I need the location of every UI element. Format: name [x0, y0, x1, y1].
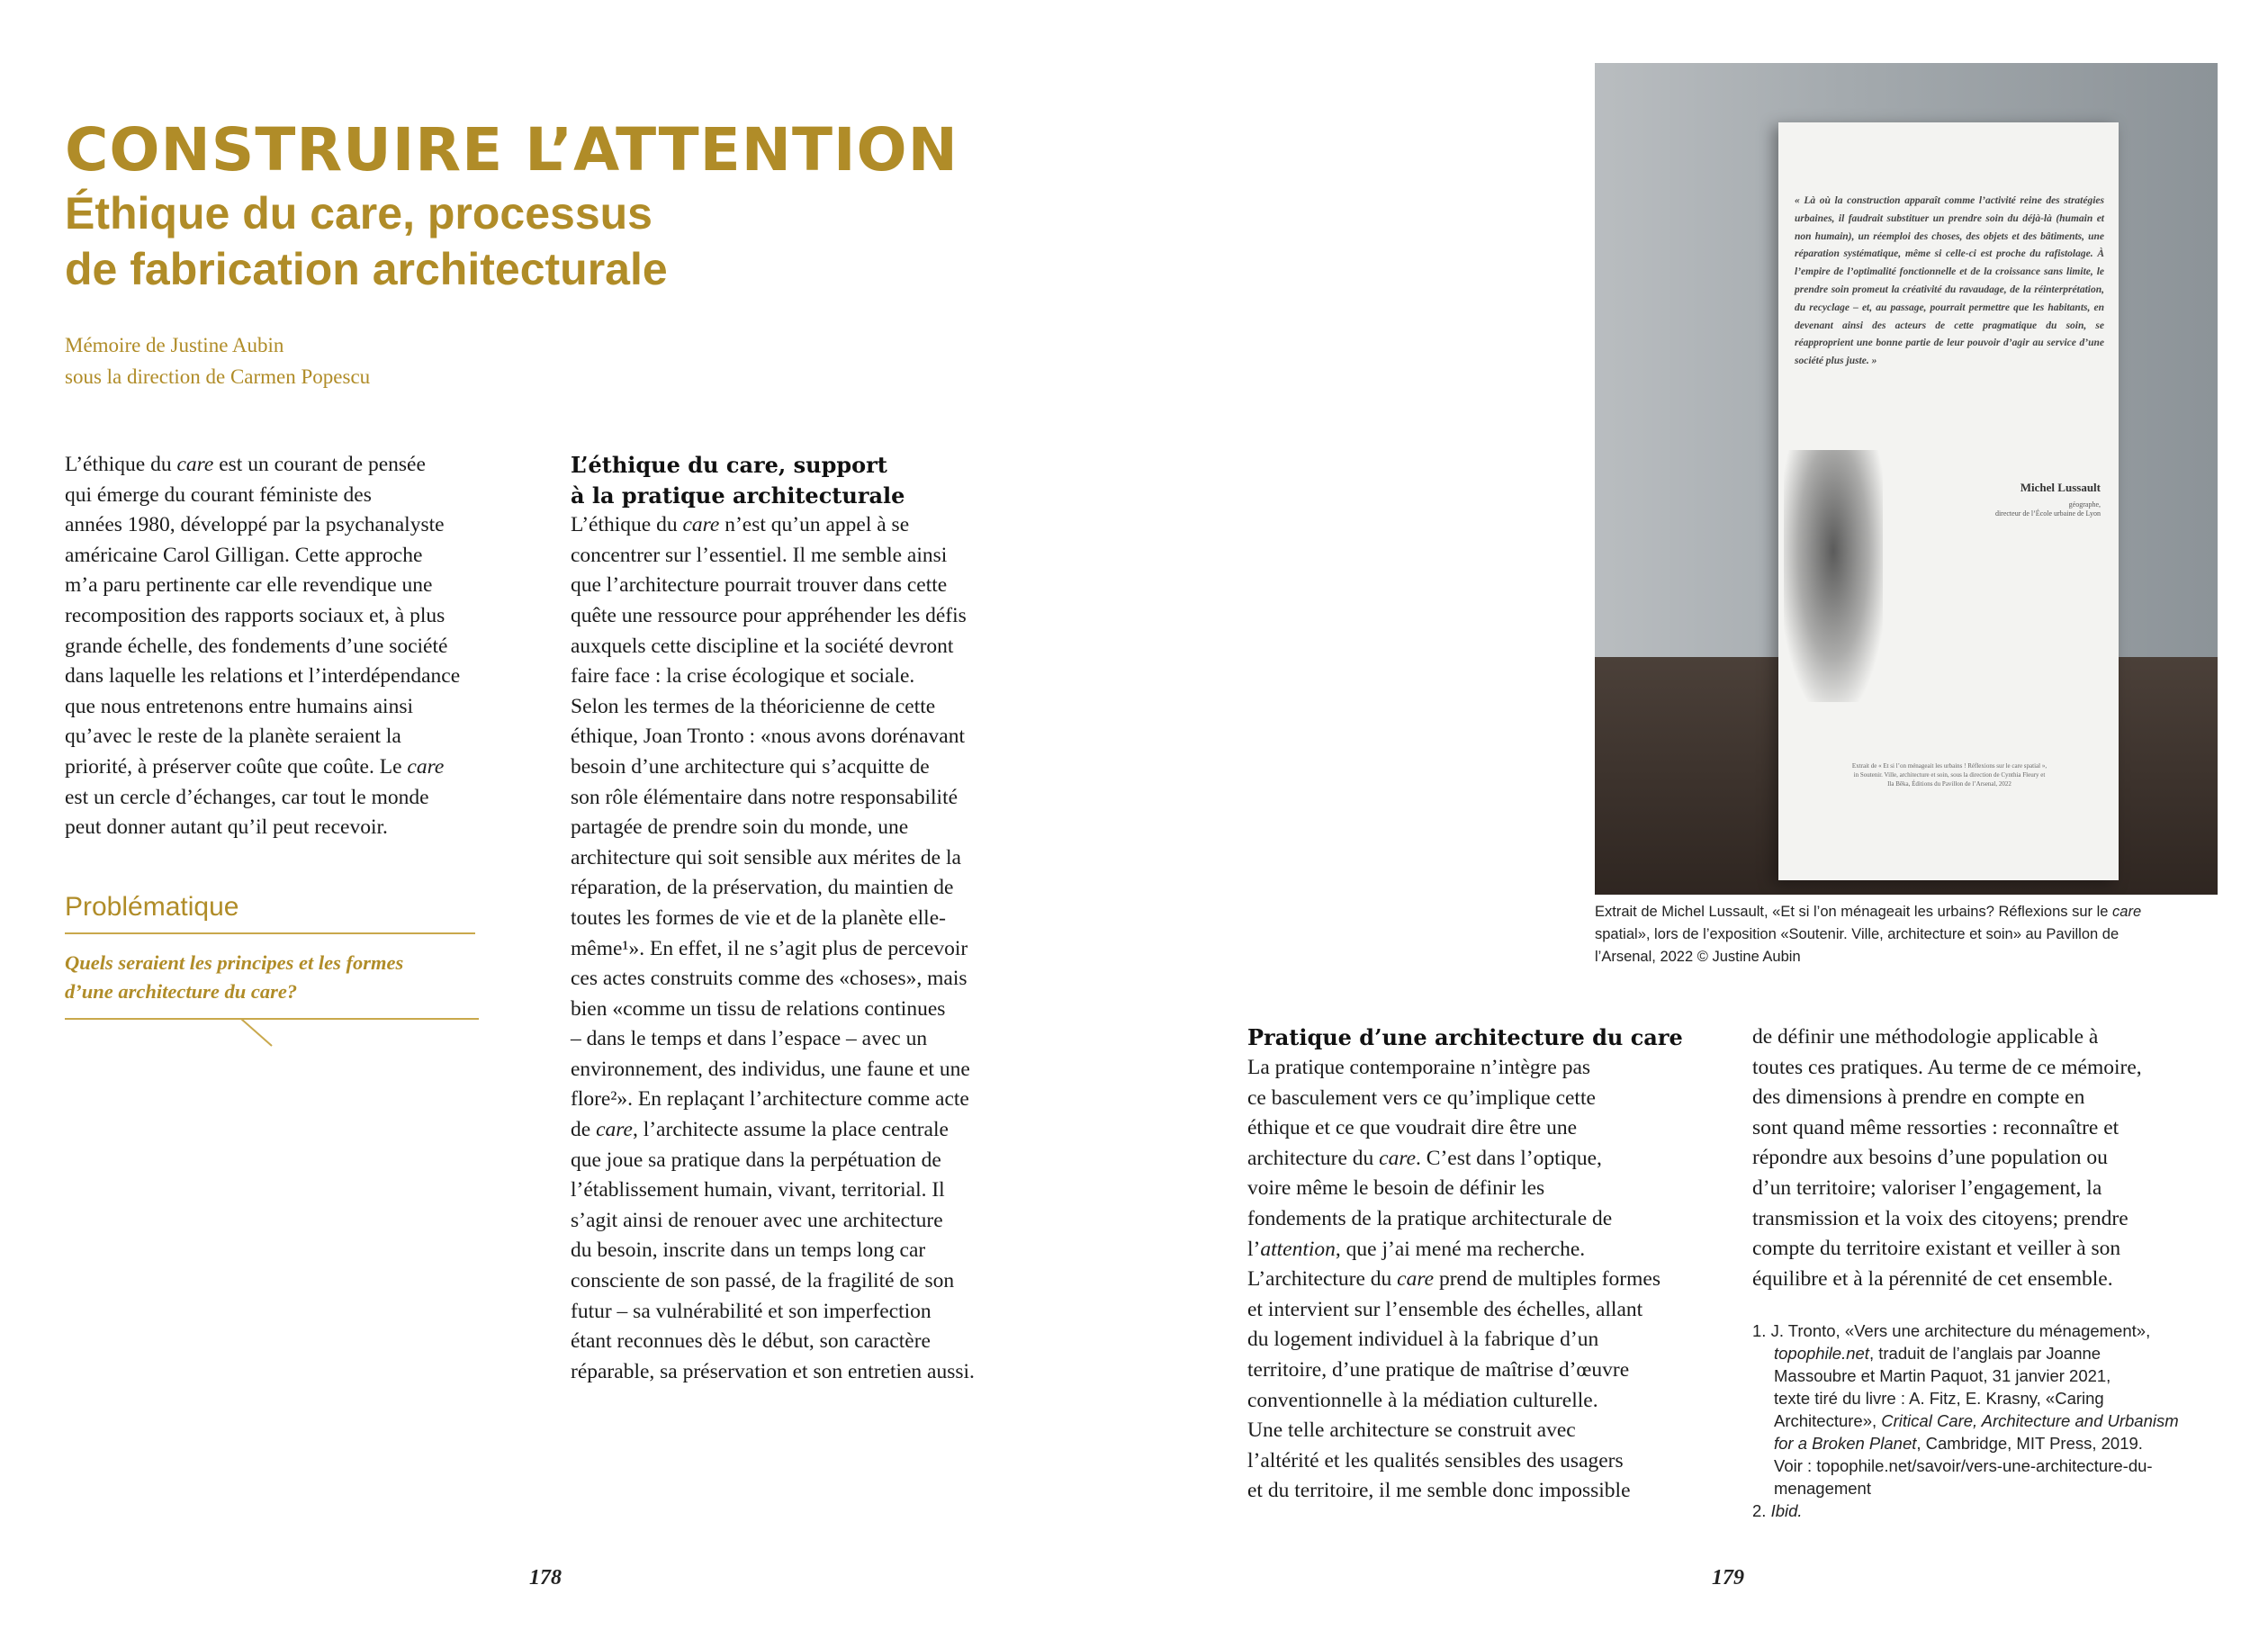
text-line: que nous entretenons entre humains ainsi — [65, 694, 414, 718]
caption-line: spatial», lors de l’exposition «Soutenir. Ville, architecture et soin» au Pavillon de — [1595, 926, 2120, 942]
text-line: ces actes construits comme des «choses», mais — [571, 967, 968, 991]
section-ethique — [571, 450, 1075, 1387]
section-heading: Pratique d’une architecture du care — [1247, 1024, 1683, 1050]
text-line: que l’architecture pourrait trouver dans cette — [571, 573, 948, 598]
author-line: Mémoire de Justine Aubin — [65, 334, 284, 356]
text-line: dans laquelle les relations et l’interdépendance — [65, 664, 461, 689]
panel-author-role — [1995, 500, 2101, 518]
text-line: sont quand même ressorties : reconnaître et — [1752, 1115, 2120, 1139]
text-line: architecture qui soit sensible aux mérites de la — [571, 845, 961, 869]
text-line: de care, l’architecte assume la place centrale — [571, 1118, 949, 1142]
text-line: années 1980, développé par la psychanalyste — [65, 513, 445, 537]
text-line: qu’avec le reste de la planète seraient la — [65, 725, 401, 749]
text-line: qui émerge du courant féministe des — [65, 482, 372, 507]
text-line: réparable, sa préservation et son entretien aussi. — [571, 1359, 975, 1383]
footnote-line: texte tiré du livre : A. Fitz, E. Krasny, «Caring — [1774, 1389, 2104, 1408]
text-line: ce basculement vers ce qu’implique cette — [1247, 1085, 1596, 1110]
intro-paragraph — [65, 450, 533, 843]
text-line: son rôle élémentaire dans notre responsabilité — [571, 785, 958, 809]
text-line: toutes les formes de vie et de la planète elle- — [571, 905, 946, 930]
text-line: futur – sa vulnérabilité et son imperfection — [571, 1299, 932, 1323]
text-line: environnement, des individus, une faune et une — [571, 1057, 970, 1081]
question-line: Quels seraient les principes et les formes — [65, 951, 404, 974]
footnote-line: topophile.net, traduit de l’anglais par Joanne — [1774, 1344, 2102, 1363]
subtitle-line: Éthique du care, processus — [65, 188, 652, 239]
text-line: voire même le besoin de définir les — [1247, 1176, 1545, 1201]
text-line: L’éthique du care n’est qu’un appel à se — [571, 513, 910, 537]
role-line: géographe, — [2068, 500, 2101, 509]
problematique-title: Problématique — [65, 892, 239, 922]
panel-author: Michel Lussault — [2020, 481, 2101, 494]
page-number-right: 179 — [1712, 1566, 1744, 1589]
text-line: et du territoire, il me semble donc impossible — [1247, 1479, 1631, 1503]
text-line: fondements de la pratique architecturale de — [1247, 1206, 1613, 1230]
text-line: partagée de prendre soin du monde, une — [571, 815, 909, 840]
footnote-line: Voir : topophile.net/savoir/vers-une-architecture-du- — [1774, 1456, 2153, 1475]
text-line: consciente de son passé, de la fragilité de son — [571, 1269, 955, 1293]
footnote-line: Architecture», Critical Care, Architecture and Urbanism — [1774, 1411, 2179, 1430]
text-line: conventionnelle à la médiation culturelle. — [1247, 1388, 1598, 1412]
text-line: éthique, Joan Tronto : «nous avons dorénavant — [571, 725, 965, 749]
callout-pointer — [241, 1019, 272, 1046]
text-line: du logement individuel à la fabrique d’un — [1247, 1328, 1599, 1352]
text-line: L’éthique du care est un courant de pensée — [65, 453, 426, 476]
text-line: besoin d’une architecture qui s’acquitte de — [571, 754, 930, 779]
text-line: compte du territoire existant et veiller à son — [1752, 1237, 2121, 1261]
text-line: Selon les termes de la théoricienne de cette — [571, 694, 936, 718]
research-question — [65, 949, 479, 1006]
panel-quote: « Là où la construction apparaît comme l’activité reine des stratégies urbaines, il faudrait substituer un prendre soin du déjà-là (humain et non humain), un réemploi des choses, des objets et des bâtiments, une réparation systématique, même si celle-ci est proche du rafistolage. À l’empire de l’optimalité fonctionnelle et de la croissance sans limite, le prendre soin promeut la créativité du ravaudage, de la réinterprétation, du recyclage – et, au passage, pourrait permettre que les habitants, en devenant ainsi des acteurs de cette pragmatique du soin, se réapproprient une bonne partie de leur pouvoir d’agir au service d’une société plus juste. » — [1795, 195, 2104, 367]
footnote-line: 1. J. Tronto, «Vers une architecture du ménagement», — [1752, 1321, 2151, 1340]
caption-line: Extrait de Michel Lussault, «Et si l’on ménageait les urbains? Réflexions sur le care — [1595, 904, 2142, 920]
text-line: des dimensions à prendre en compte en — [1752, 1085, 2085, 1110]
shadow-shape — [1784, 450, 1883, 702]
text-line: que joue sa pratique dans la perpétuation de — [571, 1148, 941, 1172]
text-line: – dans le temps et dans l’espace – avec un — [571, 1027, 928, 1051]
text-line: d’un territoire; valoriser l’engagement, la — [1752, 1175, 2102, 1200]
text-line: éthique et ce que voudrait dire être une — [1247, 1116, 1578, 1140]
panel-credit: Extrait de « Et si l’on ménageait les urbains ! Réflexions sur le care spatial », in Soutenir. Ville, architecture et soin, sous la direction de Cynthia Fleury et Ila Bêka, Éditions du Pavillon de l’Arsenal, 2022 — [1851, 762, 2048, 788]
text-line: architecture du care. C’est dans l’optique, — [1247, 1146, 1602, 1170]
footnote-line: for a Broken Planet, Cambridge, MIT Press, 2019. — [1774, 1434, 2143, 1453]
footnote-line: Massoubre et Martin Paquot, 31 janvier 2021, — [1774, 1366, 2111, 1385]
text-line: La pratique contemporaine n’intègre pas — [1247, 1056, 1591, 1079]
text-line: grande échelle, des fondements d’une société — [65, 634, 448, 658]
text-line: faire face : la crise écologique et sociale. — [571, 664, 915, 689]
section-pratique-col2 — [1752, 1022, 2238, 1294]
text-line: et intervient sur l’ensemble des échelles, allant — [1247, 1297, 1643, 1321]
section-body — [571, 510, 1075, 1387]
text-line: concentrer sur l’essentiel. Il me semble ainsi — [571, 543, 948, 567]
divider — [65, 932, 475, 934]
exhibition-photo — [1595, 63, 2218, 895]
role-line: directeur de l’École urbaine de Lyon — [1994, 509, 2101, 518]
text-line: toutes ces pratiques. Au terme de ce mémoire, — [1752, 1055, 2142, 1079]
text-line: équilibre et à la pérennité de cet ensemble. — [1752, 1266, 2113, 1291]
text-line: peut donner autant qu’il peut recevoir. — [65, 815, 388, 840]
heading-line: à la pratique architecturale — [571, 482, 905, 509]
section-heading — [571, 450, 1075, 510]
text-line: priorité, à préserver coûte que coûte. Le care — [65, 754, 445, 779]
text-line: m’a paru pertinente car elle revendique une — [65, 573, 433, 598]
text-line: L’architecture du care prend de multiples formes — [1247, 1267, 1660, 1292]
text-line: recomposition des rapports sociaux et, à plus — [65, 603, 446, 627]
text-line: répondre aux besoins d’une population ou — [1752, 1146, 2108, 1170]
photo-caption — [1595, 901, 2225, 968]
page-number-left: 178 — [529, 1566, 562, 1589]
caption-line: l’Arsenal, 2022 © Justine Aubin — [1595, 949, 1801, 965]
text-line: auxquels cette discipline et la société devront — [571, 634, 954, 658]
supervisor-line: sous la direction de Carmen Popescu — [65, 365, 371, 388]
footnote-line: 2. Ibid. — [1752, 1501, 1803, 1520]
text-line: Une telle architecture se construit avec — [1247, 1418, 1576, 1443]
text-line: bien «comme un tissu de relations continues — [571, 996, 946, 1021]
text-line: transmission et la voix des citoyens; prendre — [1752, 1206, 2128, 1230]
text-line: s’agit ainsi de renouer avec une architecture — [571, 1208, 943, 1232]
footnote-line: menagement — [1774, 1479, 1871, 1498]
text-line: est un cercle d’échanges, car tout le monde — [65, 785, 429, 809]
author-credit — [65, 329, 605, 392]
callout-rule — [65, 1012, 479, 1048]
section-pratique-col1 — [1247, 1053, 1715, 1507]
text-line: territoire, d’une pratique de maîtrise d’œuvre — [1247, 1357, 1630, 1382]
text-line: l’établissement humain, vivant, territorial. Il — [571, 1178, 945, 1202]
heading-line: L’éthique du care, support — [571, 452, 887, 478]
text-line: du besoin, inscrite dans un temps long car — [571, 1238, 926, 1263]
text-line: américaine Carol Gilligan. Cette approche — [65, 543, 423, 567]
footnotes — [1752, 1319, 2238, 1522]
text-line: quête une ressource pour appréhender les défis — [571, 603, 967, 627]
text-line: l’altérité et les qualités sensibles des usagers — [1247, 1448, 1624, 1472]
text-line: réparation, de la préservation, du maintien de — [571, 876, 954, 900]
page-subtitle — [65, 185, 875, 297]
subtitle-line: de fabrication architecturale — [65, 244, 668, 294]
text-line: l’attention, que j’ai mené ma recherche. — [1247, 1237, 1586, 1261]
text-line: flore²». En replaçant l’architecture comme acte — [571, 1087, 969, 1112]
question-line: d’une architecture du care? — [65, 980, 298, 1003]
page-title: CONSTRUIRE L’ATTENTION — [65, 115, 958, 185]
text-line: même¹». En effet, il ne s’agit plus de percevoir — [571, 936, 968, 960]
text-line: étant reconnues dès le début, son caractère — [571, 1329, 931, 1354]
text-line: de définir une méthodologie applicable à — [1752, 1025, 2099, 1049]
